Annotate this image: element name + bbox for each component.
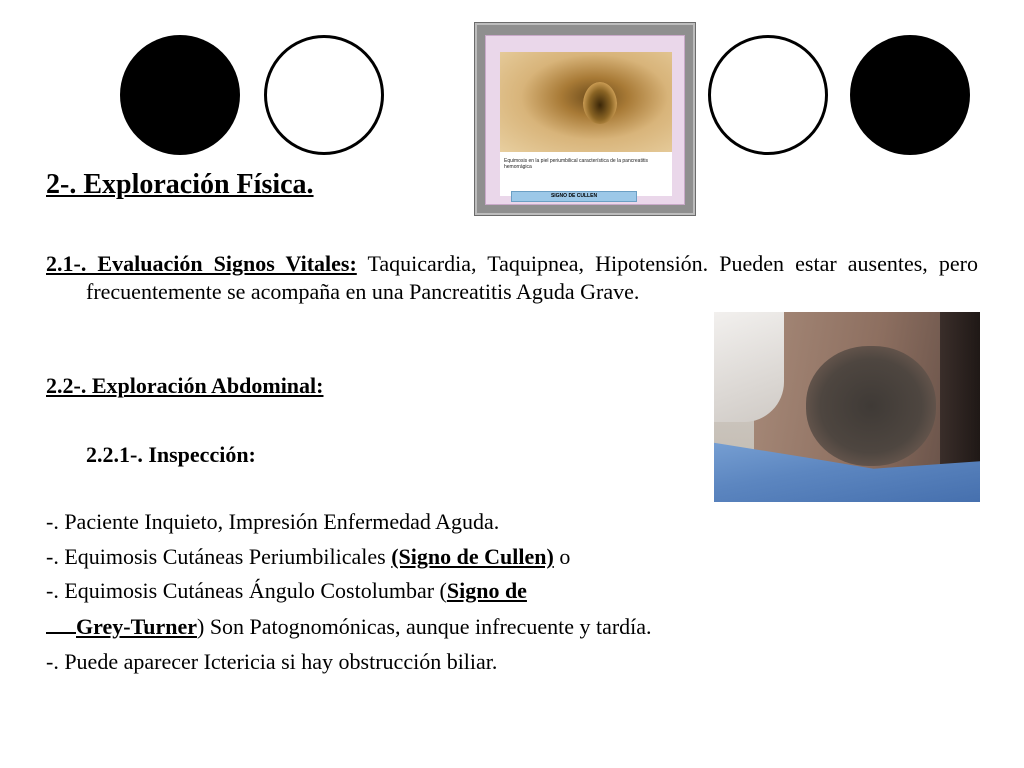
inspection-heading: 2.2.1-. Inspección: <box>86 442 256 467</box>
navel-shape <box>583 82 617 124</box>
finding-2-end: o <box>553 544 571 569</box>
turner-sign-label-a: Signo de <box>446 578 527 603</box>
vitals-text: Taquicardia, Taquipnea, Hipotensión. Pueden estar ausentes, pero frecuentemente se acompaña en una Pancreatitis Aguda Grave. <box>86 251 978 304</box>
cullen-sign-image <box>474 22 696 216</box>
vitals-paragraph <box>46 250 978 306</box>
decor-circle-filled-left <box>120 35 240 155</box>
finding-2-text: -. Equimosis Cutáneas Periumbilicales <box>46 544 392 569</box>
periumbilical-photo <box>500 52 672 152</box>
image-caption: Equimosis en la piel periumbilical característica de la pancreatitis hemorrágica <box>504 158 648 170</box>
underline-indent <box>46 612 76 634</box>
decor-circle-outline-right <box>708 35 828 155</box>
flank-ecchymosis <box>806 346 936 466</box>
cullen-sign-label: (Signo de Cullen) <box>391 544 554 569</box>
finding-3-text: -. Equimosis Cutáneas Ángulo Costolumbar ( <box>46 578 447 603</box>
image-panel <box>485 35 685 205</box>
grey-turner-sign-photo <box>714 312 980 502</box>
finding-item-2 <box>46 543 570 571</box>
finding-item-4: -. Puede aparecer Ictericia si hay obstrucción biliar. <box>46 649 498 674</box>
caption-area <box>500 152 672 196</box>
section-title: 2-. Exploración Física. <box>46 169 314 200</box>
abdominal-heading: 2.2-. Exploración Abdominal: <box>46 373 324 398</box>
vitals-heading: 2.1-. Evaluación Signos Vitales: <box>46 251 357 276</box>
decor-circle-filled-right <box>850 35 970 155</box>
finding-item-3 <box>46 577 527 605</box>
white-sheet <box>714 312 784 422</box>
turner-sign-label-b: Grey-Turner <box>76 614 197 639</box>
decor-circle-outline-left <box>264 35 384 155</box>
cullen-label: SIGNO DE CULLEN <box>511 191 637 202</box>
finding-item-3-continued <box>46 612 652 641</box>
finding-item-1: -. Paciente Inquieto, Impresión Enfermedad Aguda. <box>46 509 500 534</box>
finding-3-end: ) Son Patognomónicas, aunque infrecuente y tardía. <box>197 614 652 639</box>
